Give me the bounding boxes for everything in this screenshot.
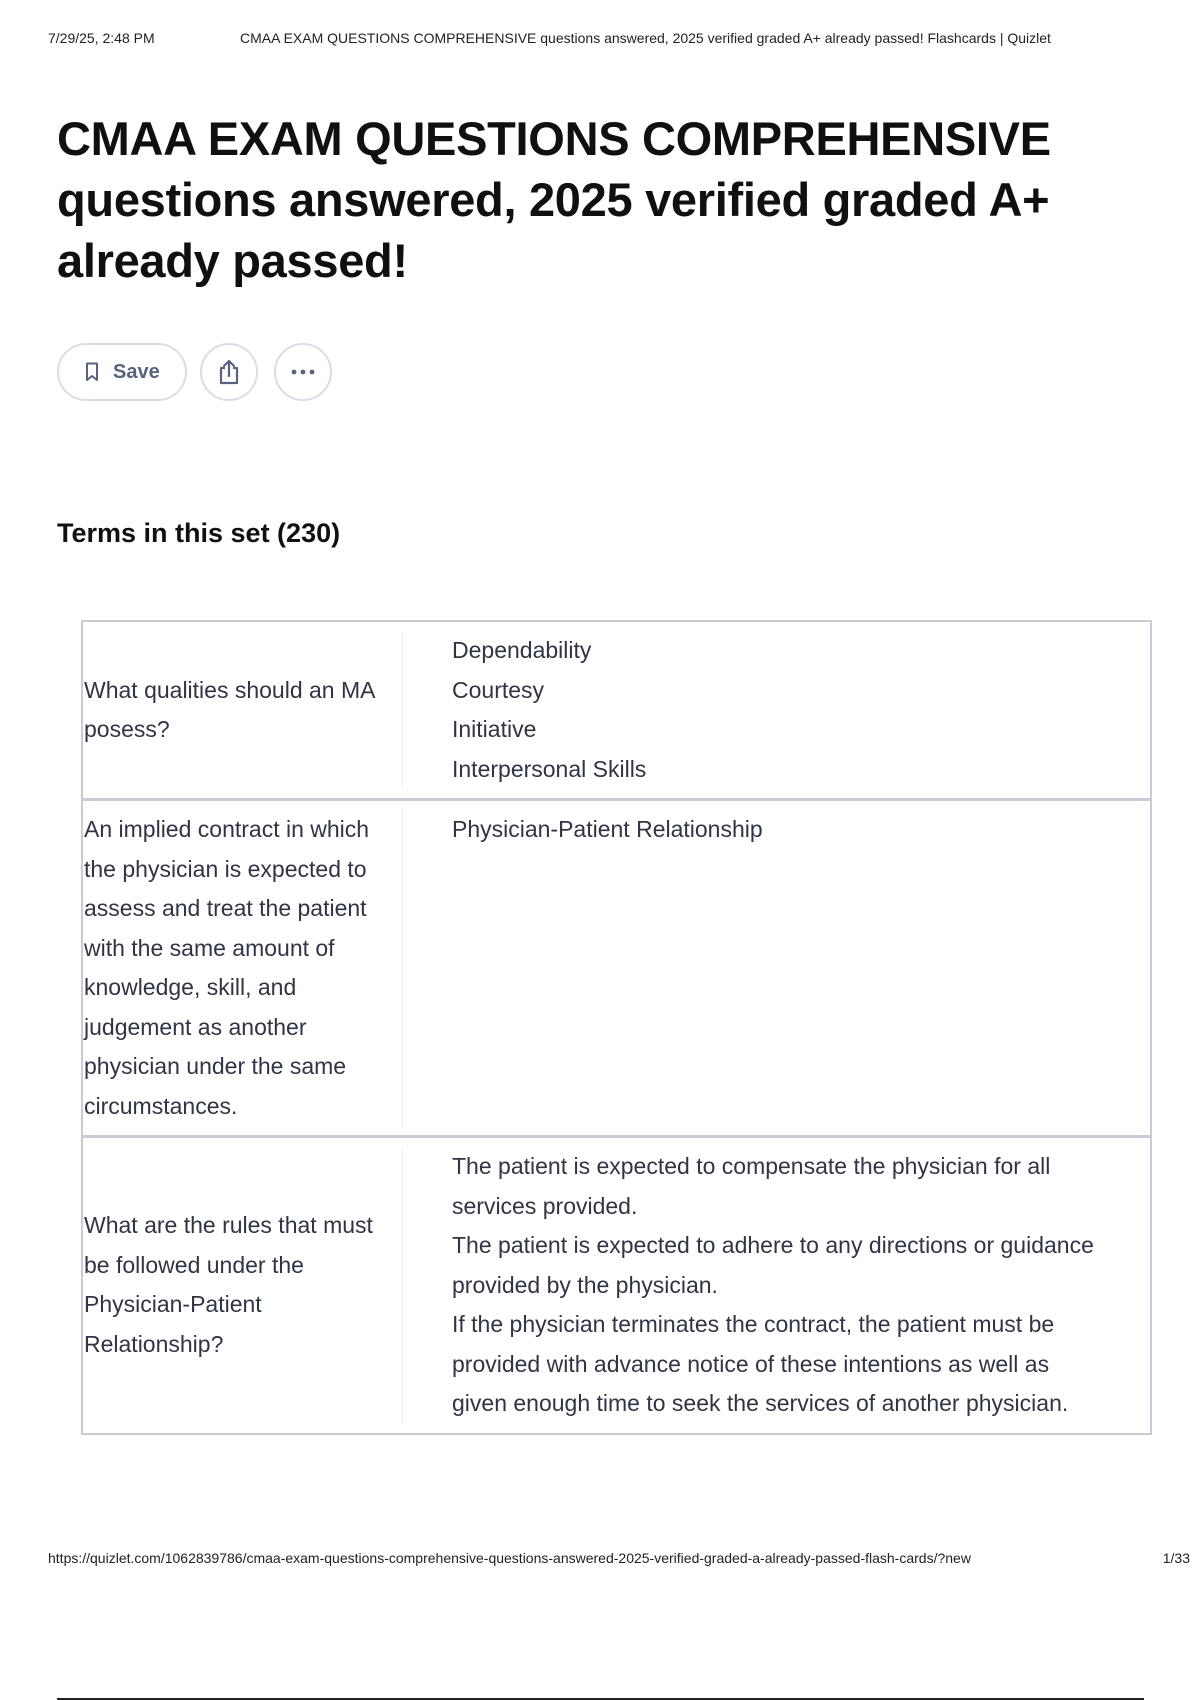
print-url: https://quizlet.com/1062839786/cmaa-exam-questions-comprehensive-questions-answered-2025-verified-graded-a-already-passed-flash-cards/?new (48, 1550, 971, 1566)
definition-line: Courtesy (452, 676, 545, 703)
definition-line: Dependability (452, 637, 592, 663)
bookmark-icon (85, 362, 99, 382)
term-text: What qualities should an MA posess? (83, 631, 403, 789)
definition (403, 1147, 1150, 1424)
terms-table (81, 620, 1152, 1435)
definition (403, 631, 1150, 789)
share-icon (216, 358, 242, 386)
print-doc-title: CMAA EXAM QUESTIONS COMPREHENSIVE questions answered, 2025 verified graded A+ already passed! Flashcards | Quizlet (240, 30, 1051, 46)
definition-line: The patient is expected to adhere to any directions or guidance provided by the physician. (452, 1232, 1094, 1298)
definition-line: The patient is expected to compensate the physician for all services provided. (452, 1153, 1051, 1219)
page-number: 1/33 (1162, 1550, 1190, 1566)
page-title: CMAA EXAM QUESTIONS COMPREHENSIVE questions answered, 2025 verified graded A+ already passed! (57, 112, 1051, 287)
term-row (83, 622, 1150, 798)
term-text: What are the rules that must be followed under the Physician-Patient Relationship? (83, 1147, 403, 1424)
term-row (83, 1135, 1150, 1433)
more-icon (290, 369, 316, 375)
save-button[interactable] (57, 343, 187, 401)
more-button[interactable] (274, 343, 332, 401)
share-button[interactable] (200, 343, 258, 401)
print-footer (48, 1550, 1190, 1570)
definition-line: If the physician terminates the contract, the patient must be provided with advance notice of these intentions as well as given enough time to seek the services of another physician. (452, 1311, 1069, 1416)
print-header (48, 30, 1182, 50)
save-label: Save (113, 360, 160, 383)
definition (403, 810, 1150, 850)
definition-line: Initiative (452, 716, 537, 742)
definition-line: Interpersonal Skills (452, 755, 647, 782)
terms-heading: Terms in this set (230) (57, 518, 341, 548)
definition-line: Physician-Patient Relationship (452, 816, 763, 842)
term-text: An implied contract in which the physician is expected to assess and treat the patient with the same amount of knowledge, skill, and judgement as another physician under the same circumstances. (83, 810, 403, 1126)
term-row (83, 798, 1150, 1135)
print-date: 7/29/25, 2:48 PM (48, 30, 155, 46)
